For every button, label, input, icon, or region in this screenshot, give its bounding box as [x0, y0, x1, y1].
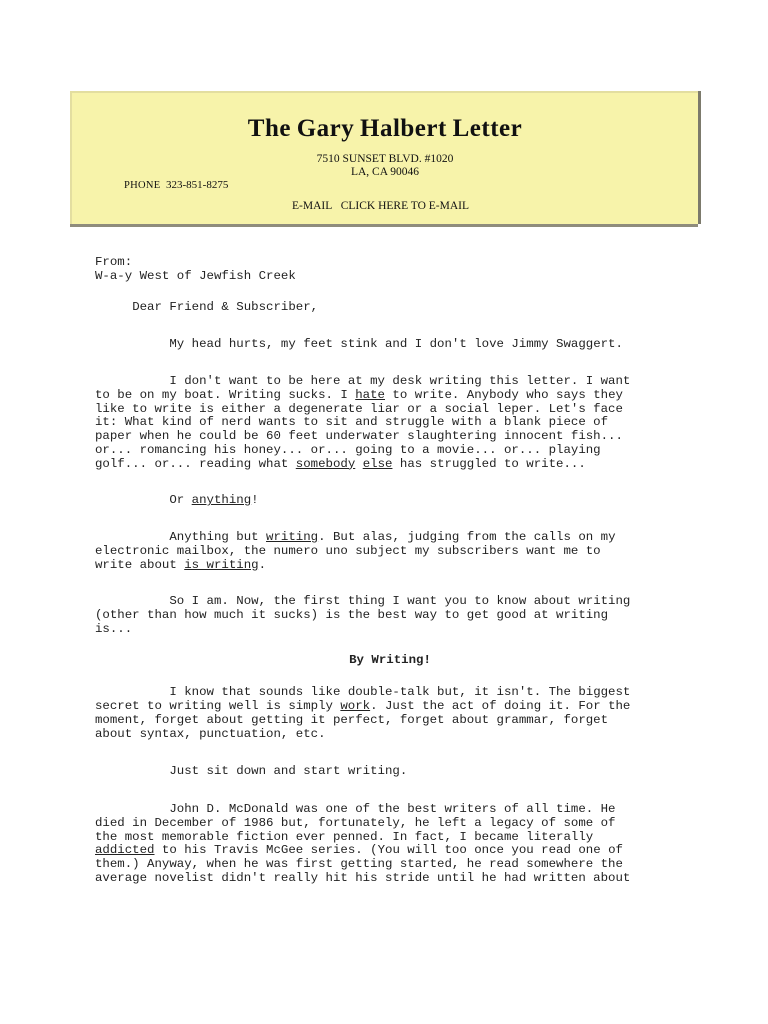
- title-letter: Letter: [452, 115, 523, 142]
- from-label: From:: [95, 255, 133, 269]
- p4-text-b: . But alas, judging from the calls on my electronic mailbox, the numero uno subject my subscribers want me to write about: [95, 530, 616, 572]
- email-link[interactable]: CLICK HERE TO E-MAIL: [340, 200, 469, 212]
- p6-text-b: . Just the act of doing it. For the moment, forget about getting it perfect, forget about grammar, forget about syntax, punctuation, etc.: [95, 699, 631, 741]
- paragraph-7: Just sit down and start writing.: [95, 764, 408, 779]
- paragraph-2: [95, 375, 685, 471]
- p2-text-b: to write. Anybody who says they like to write is either a degenerate liar or a social leper. Let's face it: What kind of nerd wants to sit and struggle with a blank piece of paper when he could be 60 feet underwater slaughtering innocent fish... or... romancing his honey... or... going to a movie... or... playing golf... or... reading what: [95, 387, 623, 471]
- title-halbert: Halbert: [360, 115, 447, 142]
- phone-line: [124, 179, 228, 191]
- p3-text-b: !: [251, 493, 259, 508]
- address-line-1: 7510 SUNSET BLVD. #1020: [316, 153, 454, 165]
- title-gary: Gary: [296, 115, 355, 142]
- p4-text-a: Anything but: [95, 530, 267, 544]
- p3-underline-anything: anything: [191, 493, 252, 508]
- p2-text-c: has struggled to write...: [392, 456, 586, 471]
- address-line-2: LA, CA 90046: [350, 166, 420, 178]
- paragraph-1: My head hurts, my feet stink and I don't love Jimmy Swaggert.: [95, 337, 623, 352]
- phone-number: 323-851-8275: [166, 179, 229, 191]
- p2-underline-somebody: somebody: [295, 456, 356, 471]
- email-label: E-MAIL: [292, 200, 332, 212]
- p2-text-a: I don't want to be here at my desk writing this letter. I want to be on my boat. Writing sucks. I: [95, 374, 631, 402]
- title-the: The: [247, 115, 291, 142]
- p4-underline-is-writing: is writing: [184, 557, 259, 572]
- p4-text-c: .: [258, 557, 267, 572]
- p6-underline-work: work: [340, 699, 371, 713]
- p4-underline-writing: writing: [266, 530, 319, 544]
- letterhead-title: [72, 115, 698, 143]
- p8-text-a: John D. McDonald was one of the best writers of all time. He died in December of 1986 but, fortunately, he left a legacy of some of the most memorable fiction ever penned. In fact, I became literally: [95, 802, 616, 844]
- p2-underline-hate: hate: [355, 387, 385, 402]
- p2-underline-else: else: [362, 456, 393, 471]
- p6-text-a: I know that sounds like double-talk but, it isn't. The biggest secret to writing well is simply: [95, 685, 631, 713]
- paragraph-3: [95, 494, 685, 508]
- paragraph-5: So I am. Now, the first thing I want you to know about writing (other than how much it sucks) is the best way to get good at writing is...: [95, 594, 631, 636]
- email-line: [292, 200, 469, 212]
- paragraph-8: [95, 803, 685, 886]
- salutation: Dear Friend & Subscriber,: [95, 299, 319, 314]
- phone-label: PHONE: [124, 180, 161, 191]
- p3-text-a: Or: [95, 493, 192, 508]
- paragraph-4: [95, 531, 685, 572]
- from-location: W-a-y West of Jewfish Creek: [95, 268, 296, 283]
- section-heading: By Writing!: [349, 652, 431, 667]
- p2-space: [355, 457, 362, 471]
- p8-text-b: to his Travis McGee series. (You will too once you read one of them.) Anyway, when he was first getting started, he read somewhere the average novelist didn't really hit his stride until he had written about: [95, 843, 631, 885]
- paragraph-6: [95, 686, 685, 741]
- p8-underline-addicted: addicted: [95, 843, 155, 858]
- letter-body: [95, 256, 685, 886]
- letterhead-banner: [70, 91, 698, 224]
